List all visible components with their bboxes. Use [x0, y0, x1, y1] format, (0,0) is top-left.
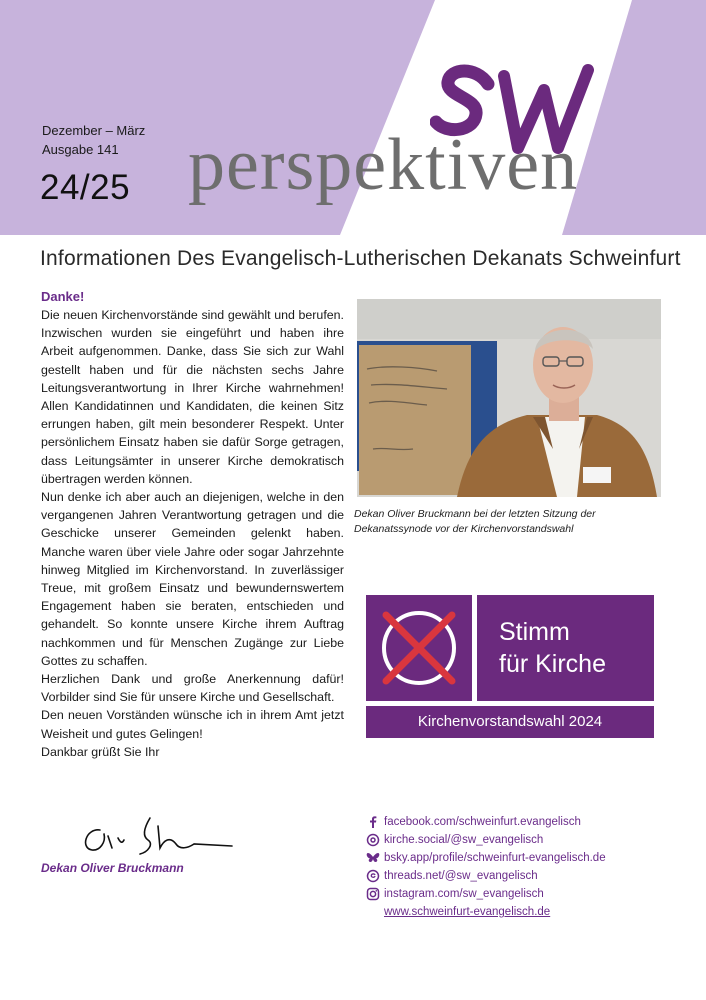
social-row-instagram: [366, 885, 606, 903]
magazine-title: perspektiven: [188, 124, 579, 206]
social-row-threads: [366, 867, 606, 885]
article-paragraph: Herzlichen Dank und große Anerkennung dafür! Vorbilder sind Sie für unsere Kirche und Gesellschaft.: [41, 672, 344, 705]
mastodon-icon: [366, 833, 380, 847]
ballot-cross-icon: [366, 595, 472, 701]
magazine-subtitle: Informationen Des Evangelisch-Lutherischen Dekanats Schweinfurt: [40, 247, 681, 270]
photo-dean: [357, 299, 661, 497]
vote-slogan-box: [477, 595, 654, 701]
photo-illustration: [357, 299, 661, 497]
issue-label: Ausgabe 141: [42, 142, 119, 157]
article-paragraph: Den neuen Vorständen wünsche ich in ihrem Amt jetzt Weisheit und gutes Gelingen!: [41, 708, 344, 741]
vote-slogan-line2: für Kirche: [499, 650, 606, 678]
social-row-website: [366, 903, 606, 921]
threads-icon: [366, 869, 380, 883]
website-link[interactable]: www.schweinfurt-evangelisch.de: [384, 906, 551, 918]
issue-season: Dezember – März: [42, 123, 146, 138]
issue-number: 24/25: [40, 168, 131, 207]
instagram-icon: [366, 887, 380, 901]
social-row-mastodon: [366, 831, 606, 849]
signer-name: Dekan Oliver Bruckmann: [41, 861, 184, 875]
social-links: [366, 813, 606, 921]
article-paragraph: Nun denke ich aber auch an diejenigen, welche in den vergangenen Jahren Verantwortung getragen und die Geschicke unserer Gemeinden gelenkt haben. Manche waren über viele Jahre oder sogar Jahrzehnte hinweg Mitglied im Kirchenvorstand. In zuverlässiger Treue, mit großem Einsatz und bewundernswertem Engagement haben sie beraten, entschieden und gehandelt. So konnte unsere Kirche ihrem Auftrag nachkommen und für Menschen Zugänge zur Liebe Gottes zu schaffen.: [41, 490, 344, 668]
vote-slogan-line1: Stimm: [499, 618, 570, 646]
social-row-facebook: [366, 813, 606, 831]
vote-election-bar: [366, 706, 654, 738]
bluesky-link[interactable]: bsky.app/profile/schweinfurt-evangelisch.de: [384, 852, 606, 864]
vote-election-label: Kirchenvorstandswahl 2024: [417, 713, 603, 730]
editorial-article: [41, 288, 344, 761]
handwritten-signature: [78, 814, 238, 864]
article-paragraph: Die neuen Kirchenvorstände sind gewählt und berufen. Inzwischen wurden sie eingeführt und haben ihre Arbeit aufgenommen. Danke, dass Sie sich zur Wahl gestellt haben und für die nächsten sechs Jahre Leitungsverantwortung in Ihrer Kirche wahrnehmen! Allen Kandidatinnen und Kandidaten, die keinen Sitz errungen haben, gilt mein besonderer Respekt. Unter persönlichem Einsatz haben sie dafür Sorge getragen, dass Leitungsämter in unserer Kirche demokratisch übertragen werden können.: [41, 308, 344, 486]
mastodon-link[interactable]: kirche.social/@sw_evangelisch: [384, 834, 544, 846]
facebook-link[interactable]: facebook.com/schweinfurt.evangelisch: [384, 816, 581, 828]
article-closing: Dankbar grüßt Sie Ihr: [41, 744, 160, 759]
facebook-icon: [366, 815, 380, 829]
social-row-bluesky: [366, 849, 606, 867]
issue-meta: [42, 121, 145, 159]
ballot-box: [366, 595, 472, 701]
instagram-link[interactable]: instagram.com/sw_evangelisch: [384, 888, 544, 900]
article-heading: Danke!: [41, 289, 85, 304]
butterfly-icon: [366, 851, 380, 865]
threads-link[interactable]: threads.net/@sw_evangelisch: [384, 870, 538, 882]
header-band: [0, 0, 706, 235]
vote-logo: [366, 595, 654, 740]
photo-caption: Dekan Oliver Bruckmann bei der letzten Sitzung der Dekanatssynode vor der Kirchenvorstandswahl: [354, 508, 596, 535]
